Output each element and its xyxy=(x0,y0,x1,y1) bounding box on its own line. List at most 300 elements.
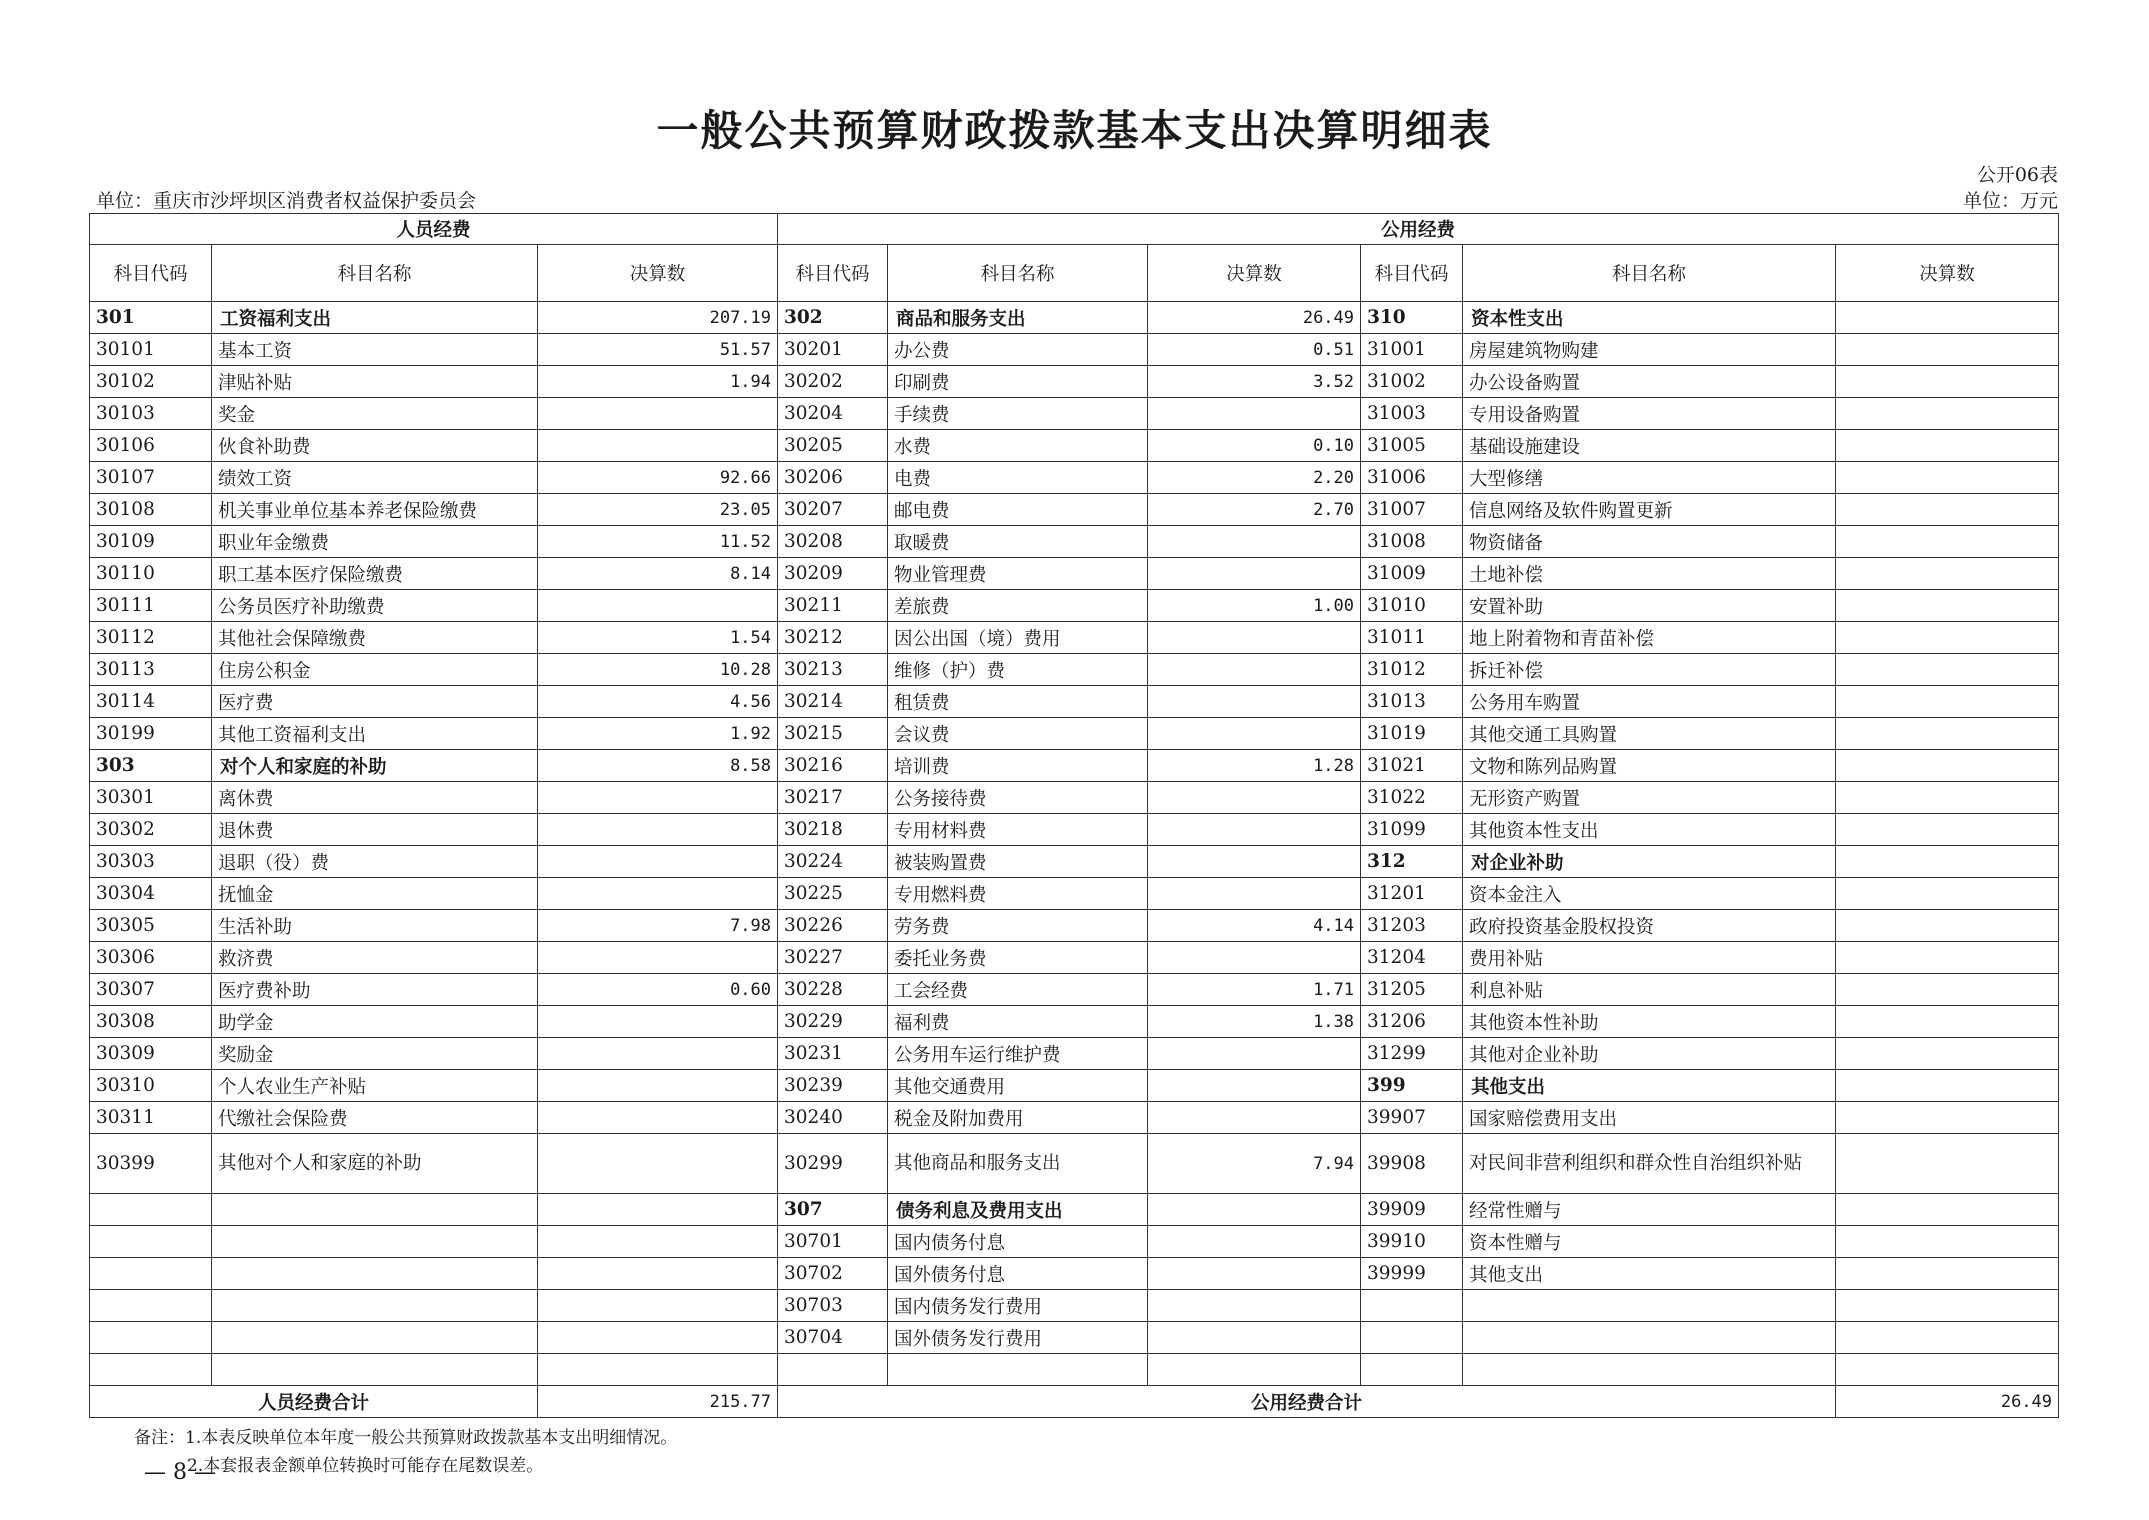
cell-code: 30211 xyxy=(778,590,888,622)
cell-code: 30212 xyxy=(778,622,888,654)
cell-amount xyxy=(1836,302,2059,334)
table-row xyxy=(90,1194,2059,1226)
cell-amount: 51.57 xyxy=(538,334,778,366)
cell-amount: 3.52 xyxy=(1148,366,1361,398)
cell-name: 公务员医疗补助缴费 xyxy=(212,590,538,622)
cell-name: 国内债务发行费用 xyxy=(888,1290,1148,1322)
cell-amount xyxy=(1148,1102,1361,1134)
table-row xyxy=(90,1134,2059,1194)
table-row xyxy=(90,942,2059,974)
cell-name: 住房公积金 xyxy=(212,654,538,686)
cell-name: 资本性赠与 xyxy=(1463,1226,1836,1258)
cell-code: 30112 xyxy=(90,622,212,654)
cell-amount xyxy=(1148,1070,1361,1102)
cell-name: 其他支出 xyxy=(1463,1258,1836,1290)
cell-amount xyxy=(1836,462,2059,494)
cell-name: 救济费 xyxy=(212,942,538,974)
table-row xyxy=(90,974,2059,1006)
public-group-header: 公用经费 xyxy=(778,214,2059,245)
cell-amount: 1.28 xyxy=(1148,750,1361,782)
table-row xyxy=(90,1102,2059,1134)
table-row xyxy=(90,846,2059,878)
table-row xyxy=(90,622,2059,654)
cell-code: 399 xyxy=(1361,1070,1463,1102)
public-total-label: 公用经费合计 xyxy=(778,1386,1836,1418)
table-body xyxy=(90,302,2059,1386)
cell-amount: 8.14 xyxy=(538,558,778,590)
cell-name: 税金及附加费用 xyxy=(888,1102,1148,1134)
cell-name: 拆迁补偿 xyxy=(1463,654,1836,686)
cell-name: 因公出国（境）费用 xyxy=(888,622,1148,654)
cell-name: 离休费 xyxy=(212,782,538,814)
cell-amount: 207.19 xyxy=(538,302,778,334)
cell-name: 机关事业单位基本养老保险缴费 xyxy=(212,494,538,526)
cell-code xyxy=(90,1322,212,1354)
cell-code: 30309 xyxy=(90,1038,212,1070)
cell-name: 印刷费 xyxy=(888,366,1148,398)
cell-code: 30229 xyxy=(778,1006,888,1038)
cell-name: 奖励金 xyxy=(212,1038,538,1070)
table-row xyxy=(90,1322,2059,1354)
col-header-name: 科目名称 xyxy=(1463,245,1836,302)
cell-amount: 0.10 xyxy=(1148,430,1361,462)
cell-name: 劳务费 xyxy=(888,910,1148,942)
cell-code: 30111 xyxy=(90,590,212,622)
cell-name: 邮电费 xyxy=(888,494,1148,526)
cell-code: 310 xyxy=(1361,302,1463,334)
cell-code: 31009 xyxy=(1361,558,1463,590)
personnel-total-amount: 215.77 xyxy=(538,1386,778,1418)
cell-name: 其他支出 xyxy=(1463,1070,1836,1102)
cell-name: 专用燃料费 xyxy=(888,878,1148,910)
cell-name: 绩效工资 xyxy=(212,462,538,494)
cell-name: 维修（护）费 xyxy=(888,654,1148,686)
cell-name: 医疗费补助 xyxy=(212,974,538,1006)
cell-name: 其他对个人和家庭的补助 xyxy=(212,1134,538,1194)
cell-amount xyxy=(1836,1194,2059,1226)
cell-code: 30102 xyxy=(90,366,212,398)
cell-code: 30702 xyxy=(778,1258,888,1290)
cell-amount xyxy=(538,1258,778,1290)
cell-amount xyxy=(1836,1322,2059,1354)
cell-code: 307 xyxy=(778,1194,888,1226)
table-row xyxy=(90,334,2059,366)
cell-code: 30704 xyxy=(778,1322,888,1354)
cell-code: 30701 xyxy=(778,1226,888,1258)
cell-amount xyxy=(538,1354,778,1386)
cell-code: 30703 xyxy=(778,1290,888,1322)
cell-name: 助学金 xyxy=(212,1006,538,1038)
cell-amount xyxy=(1148,558,1361,590)
cell-name xyxy=(1463,1290,1836,1322)
public-total-amount: 26.49 xyxy=(1836,1386,2059,1418)
table-row xyxy=(90,302,2059,334)
cell-code: 30308 xyxy=(90,1006,212,1038)
cell-code: 30216 xyxy=(778,750,888,782)
col-header-name: 科目名称 xyxy=(212,245,538,302)
cell-code xyxy=(90,1290,212,1322)
table-row xyxy=(90,1354,2059,1386)
cell-code: 30227 xyxy=(778,942,888,974)
cell-amount xyxy=(1836,590,2059,622)
cell-name: 国外债务发行费用 xyxy=(888,1322,1148,1354)
cell-code: 30106 xyxy=(90,430,212,462)
cell-code: 30310 xyxy=(90,1070,212,1102)
cell-code xyxy=(90,1226,212,1258)
cell-name: 退休费 xyxy=(212,814,538,846)
cell-name: 办公设备购置 xyxy=(1463,366,1836,398)
cell-amount xyxy=(1836,366,2059,398)
cell-code: 31001 xyxy=(1361,334,1463,366)
cell-name: 公务用车购置 xyxy=(1463,686,1836,718)
col-header-amount: 决算数 xyxy=(538,245,778,302)
cell-name: 基本工资 xyxy=(212,334,538,366)
cell-amount xyxy=(1836,750,2059,782)
cell-amount xyxy=(1836,558,2059,590)
cell-amount xyxy=(538,1038,778,1070)
cell-name xyxy=(212,1290,538,1322)
cell-code: 30299 xyxy=(778,1134,888,1194)
cell-code xyxy=(90,1354,212,1386)
cell-name: 取暖费 xyxy=(888,526,1148,558)
table-row xyxy=(90,750,2059,782)
cell-code: 30239 xyxy=(778,1070,888,1102)
cell-amount xyxy=(538,1226,778,1258)
cell-name: 资本金注入 xyxy=(1463,878,1836,910)
cell-amount xyxy=(538,846,778,878)
cell-amount: 1.54 xyxy=(538,622,778,654)
cell-amount: 1.38 xyxy=(1148,1006,1361,1038)
cell-code xyxy=(778,1354,888,1386)
cell-name: 会议费 xyxy=(888,718,1148,750)
cell-name: 政府投资基金股权投资 xyxy=(1463,910,1836,942)
cell-amount xyxy=(538,430,778,462)
cell-amount xyxy=(1836,430,2059,462)
cell-code: 39908 xyxy=(1361,1134,1463,1194)
cell-name: 伙食补助费 xyxy=(212,430,538,462)
cell-name: 职业年金缴费 xyxy=(212,526,538,558)
cell-name: 代缴社会保险费 xyxy=(212,1102,538,1134)
cell-name: 被装购置费 xyxy=(888,846,1148,878)
cell-code: 31205 xyxy=(1361,974,1463,1006)
cell-code: 31204 xyxy=(1361,942,1463,974)
cell-amount xyxy=(538,1070,778,1102)
cell-name: 国外债务付息 xyxy=(888,1258,1148,1290)
table-row xyxy=(90,814,2059,846)
totals-row xyxy=(90,1386,2059,1418)
cell-name: 物资储备 xyxy=(1463,526,1836,558)
cell-code: 30208 xyxy=(778,526,888,558)
cell-name: 信息网络及软件购置更新 xyxy=(1463,494,1836,526)
cell-code xyxy=(1361,1354,1463,1386)
cell-amount xyxy=(1836,526,2059,558)
table-row xyxy=(90,462,2059,494)
cell-name: 对企业补助 xyxy=(1463,846,1836,878)
cell-amount xyxy=(1836,1134,2059,1194)
cell-name: 公务用车运行维护费 xyxy=(888,1038,1148,1070)
cell-amount xyxy=(1836,1038,2059,1070)
cell-amount: 1.00 xyxy=(1148,590,1361,622)
col-header-amount: 决算数 xyxy=(1836,245,2059,302)
cell-code: 30204 xyxy=(778,398,888,430)
cell-code: 31206 xyxy=(1361,1006,1463,1038)
cell-code: 30218 xyxy=(778,814,888,846)
cell-code: 31010 xyxy=(1361,590,1463,622)
cell-amount: 26.49 xyxy=(1148,302,1361,334)
cell-code: 30302 xyxy=(90,814,212,846)
cell-code: 30306 xyxy=(90,942,212,974)
cell-name: 基础设施建设 xyxy=(1463,430,1836,462)
cell-amount xyxy=(1148,622,1361,654)
cell-amount: 2.20 xyxy=(1148,462,1361,494)
cell-amount: 92.66 xyxy=(538,462,778,494)
cell-amount xyxy=(1836,942,2059,974)
cell-amount xyxy=(1148,1258,1361,1290)
cell-name: 其他社会保障缴费 xyxy=(212,622,538,654)
cell-name xyxy=(212,1258,538,1290)
cell-amount xyxy=(1836,494,2059,526)
cell-amount xyxy=(1836,1070,2059,1102)
cell-code: 39999 xyxy=(1361,1258,1463,1290)
cell-name: 专用设备购置 xyxy=(1463,398,1836,430)
cell-name: 其他对企业补助 xyxy=(1463,1038,1836,1070)
cell-code: 30114 xyxy=(90,686,212,718)
cell-code: 30215 xyxy=(778,718,888,750)
cell-amount: 4.14 xyxy=(1148,910,1361,942)
table-row xyxy=(90,782,2059,814)
cell-code: 312 xyxy=(1361,846,1463,878)
cell-amount xyxy=(538,1322,778,1354)
cell-name: 对民间非营利组织和群众性自治组织补贴 xyxy=(1463,1134,1836,1194)
cell-amount xyxy=(538,1194,778,1226)
personnel-group-header: 人员经费 xyxy=(90,214,778,245)
cell-name: 津贴补贴 xyxy=(212,366,538,398)
cell-code: 30110 xyxy=(90,558,212,590)
cell-code: 30301 xyxy=(90,782,212,814)
cell-amount xyxy=(1148,1038,1361,1070)
cell-name: 其他交通费用 xyxy=(888,1070,1148,1102)
cell-amount: 10.28 xyxy=(538,654,778,686)
cell-name: 经常性赠与 xyxy=(1463,1194,1836,1226)
cell-code: 31012 xyxy=(1361,654,1463,686)
table-row xyxy=(90,1226,2059,1258)
cell-amount xyxy=(538,1102,778,1134)
cell-code: 30206 xyxy=(778,462,888,494)
cell-amount xyxy=(1148,1322,1361,1354)
cell-name xyxy=(888,1354,1148,1386)
footnote-1: 备注：1.本表反映单位本年度一般公共预算财政拨款基本支出明细情况。 xyxy=(134,1428,678,1448)
table-row xyxy=(90,590,2059,622)
cell-code: 31005 xyxy=(1361,430,1463,462)
footnote-2: 2.本套报表金额单位转换时可能存在尾数误差。 xyxy=(187,1456,544,1476)
cell-name: 利息补贴 xyxy=(1463,974,1836,1006)
cell-amount xyxy=(1148,846,1361,878)
cell-code: 31201 xyxy=(1361,878,1463,910)
cell-name: 委托业务费 xyxy=(888,942,1148,974)
cell-amount: 7.94 xyxy=(1148,1134,1361,1194)
cell-amount xyxy=(1836,398,2059,430)
reporting-unit: 单位：重庆市沙坪坝区消费者权益保护委员会 xyxy=(96,190,477,212)
cell-amount xyxy=(1148,526,1361,558)
cell-code: 30109 xyxy=(90,526,212,558)
table-row xyxy=(90,654,2059,686)
cell-code: 30214 xyxy=(778,686,888,718)
cell-code: 30201 xyxy=(778,334,888,366)
cell-amount xyxy=(1836,654,2059,686)
cell-amount xyxy=(1836,718,2059,750)
table-row xyxy=(90,1038,2059,1070)
cell-code: 31008 xyxy=(1361,526,1463,558)
cell-amount xyxy=(538,942,778,974)
column-header-row xyxy=(90,245,2059,302)
cell-amount: 0.51 xyxy=(1148,334,1361,366)
cell-amount xyxy=(1148,1194,1361,1226)
cell-amount: 1.71 xyxy=(1148,974,1361,1006)
cell-amount xyxy=(1836,878,2059,910)
col-header-code: 科目代码 xyxy=(1361,245,1463,302)
page-title: 一般公共预算财政拨款基本支出决算明细表 xyxy=(656,106,1493,155)
table-row xyxy=(90,1070,2059,1102)
cell-amount xyxy=(1148,686,1361,718)
cell-amount: 2.70 xyxy=(1148,494,1361,526)
cell-name: 国内债务付息 xyxy=(888,1226,1148,1258)
cell-name: 地上附着物和青苗补偿 xyxy=(1463,622,1836,654)
cell-name: 其他商品和服务支出 xyxy=(888,1134,1148,1194)
cell-code: 31019 xyxy=(1361,718,1463,750)
cell-amount xyxy=(1148,1290,1361,1322)
cell-name: 费用补贴 xyxy=(1463,942,1836,974)
cell-amount xyxy=(1836,814,2059,846)
cell-code: 30209 xyxy=(778,558,888,590)
cell-name: 奖金 xyxy=(212,398,538,430)
cell-name xyxy=(212,1354,538,1386)
cell-name: 对个人和家庭的补助 xyxy=(212,750,538,782)
cell-code: 31299 xyxy=(1361,1038,1463,1070)
table-row xyxy=(90,398,2059,430)
cell-amount xyxy=(1148,782,1361,814)
cell-amount xyxy=(538,590,778,622)
cell-code xyxy=(1361,1290,1463,1322)
col-header-code: 科目代码 xyxy=(778,245,888,302)
cell-amount: 0.60 xyxy=(538,974,778,1006)
cell-code: 30113 xyxy=(90,654,212,686)
page-number: — 8 — xyxy=(144,1460,216,1485)
cell-name: 文物和陈列品购置 xyxy=(1463,750,1836,782)
col-header-amount: 决算数 xyxy=(1148,245,1361,302)
cell-amount xyxy=(538,398,778,430)
table-row xyxy=(90,686,2059,718)
group-header-row xyxy=(90,214,2059,245)
cell-code: 30307 xyxy=(90,974,212,1006)
cell-name: 物业管理费 xyxy=(888,558,1148,590)
currency-unit: 单位：万元 xyxy=(1962,190,2058,212)
cell-name: 其他资本性支出 xyxy=(1463,814,1836,846)
cell-name: 个人农业生产补贴 xyxy=(212,1070,538,1102)
cell-code: 30207 xyxy=(778,494,888,526)
cell-amount xyxy=(538,814,778,846)
cell-code: 30226 xyxy=(778,910,888,942)
cell-code: 30228 xyxy=(778,974,888,1006)
cell-name: 手续费 xyxy=(888,398,1148,430)
cell-code: 30231 xyxy=(778,1038,888,1070)
cell-name: 退职（役）费 xyxy=(212,846,538,878)
cell-name: 公务接待费 xyxy=(888,782,1148,814)
cell-amount: 23.05 xyxy=(538,494,778,526)
cell-code: 30303 xyxy=(90,846,212,878)
cell-name xyxy=(212,1226,538,1258)
cell-amount xyxy=(1148,942,1361,974)
cell-code: 301 xyxy=(90,302,212,334)
cell-name xyxy=(1463,1354,1836,1386)
cell-code: 30107 xyxy=(90,462,212,494)
cell-amount: 4.56 xyxy=(538,686,778,718)
cell-name: 工会经费 xyxy=(888,974,1148,1006)
cell-name xyxy=(1463,1322,1836,1354)
table-row xyxy=(90,718,2059,750)
cell-amount: 11.52 xyxy=(538,526,778,558)
cell-name: 资本性支出 xyxy=(1463,302,1836,334)
cell-code: 31099 xyxy=(1361,814,1463,846)
cell-amount: 1.92 xyxy=(538,718,778,750)
cell-name: 办公费 xyxy=(888,334,1148,366)
cell-code: 30311 xyxy=(90,1102,212,1134)
cell-code: 30202 xyxy=(778,366,888,398)
cell-amount: 1.94 xyxy=(538,366,778,398)
cell-amount xyxy=(1148,718,1361,750)
cell-code: 302 xyxy=(778,302,888,334)
table-row xyxy=(90,1258,2059,1290)
cell-amount xyxy=(1148,1226,1361,1258)
cell-name: 租赁费 xyxy=(888,686,1148,718)
cell-code: 31203 xyxy=(1361,910,1463,942)
cell-amount xyxy=(1148,814,1361,846)
cell-amount xyxy=(1836,846,2059,878)
cell-code: 30205 xyxy=(778,430,888,462)
cell-code: 31002 xyxy=(1361,366,1463,398)
cell-amount xyxy=(1836,974,2059,1006)
cell-amount xyxy=(1148,398,1361,430)
cell-code: 30103 xyxy=(90,398,212,430)
cell-name xyxy=(212,1194,538,1226)
cell-name: 土地补偿 xyxy=(1463,558,1836,590)
expenditure-detail-table xyxy=(89,213,2059,1418)
cell-name: 培训费 xyxy=(888,750,1148,782)
cell-amount xyxy=(1836,1226,2059,1258)
table-row xyxy=(90,526,2059,558)
cell-amount xyxy=(1836,1290,2059,1322)
cell-name: 职工基本医疗保险缴费 xyxy=(212,558,538,590)
cell-code: 31011 xyxy=(1361,622,1463,654)
cell-code xyxy=(1361,1322,1463,1354)
cell-amount xyxy=(1836,1102,2059,1134)
cell-name: 工资福利支出 xyxy=(212,302,538,334)
cell-code: 31003 xyxy=(1361,398,1463,430)
cell-code: 39907 xyxy=(1361,1102,1463,1134)
cell-amount xyxy=(538,1134,778,1194)
cell-name: 大型修缮 xyxy=(1463,462,1836,494)
cell-name xyxy=(212,1322,538,1354)
cell-amount xyxy=(1836,622,2059,654)
cell-name: 商品和服务支出 xyxy=(888,302,1148,334)
table-row xyxy=(90,494,2059,526)
cell-code: 31022 xyxy=(1361,782,1463,814)
cell-code: 30399 xyxy=(90,1134,212,1194)
table-row xyxy=(90,878,2059,910)
cell-code: 31007 xyxy=(1361,494,1463,526)
cell-name: 福利费 xyxy=(888,1006,1148,1038)
cell-code: 30217 xyxy=(778,782,888,814)
cell-amount xyxy=(1148,654,1361,686)
